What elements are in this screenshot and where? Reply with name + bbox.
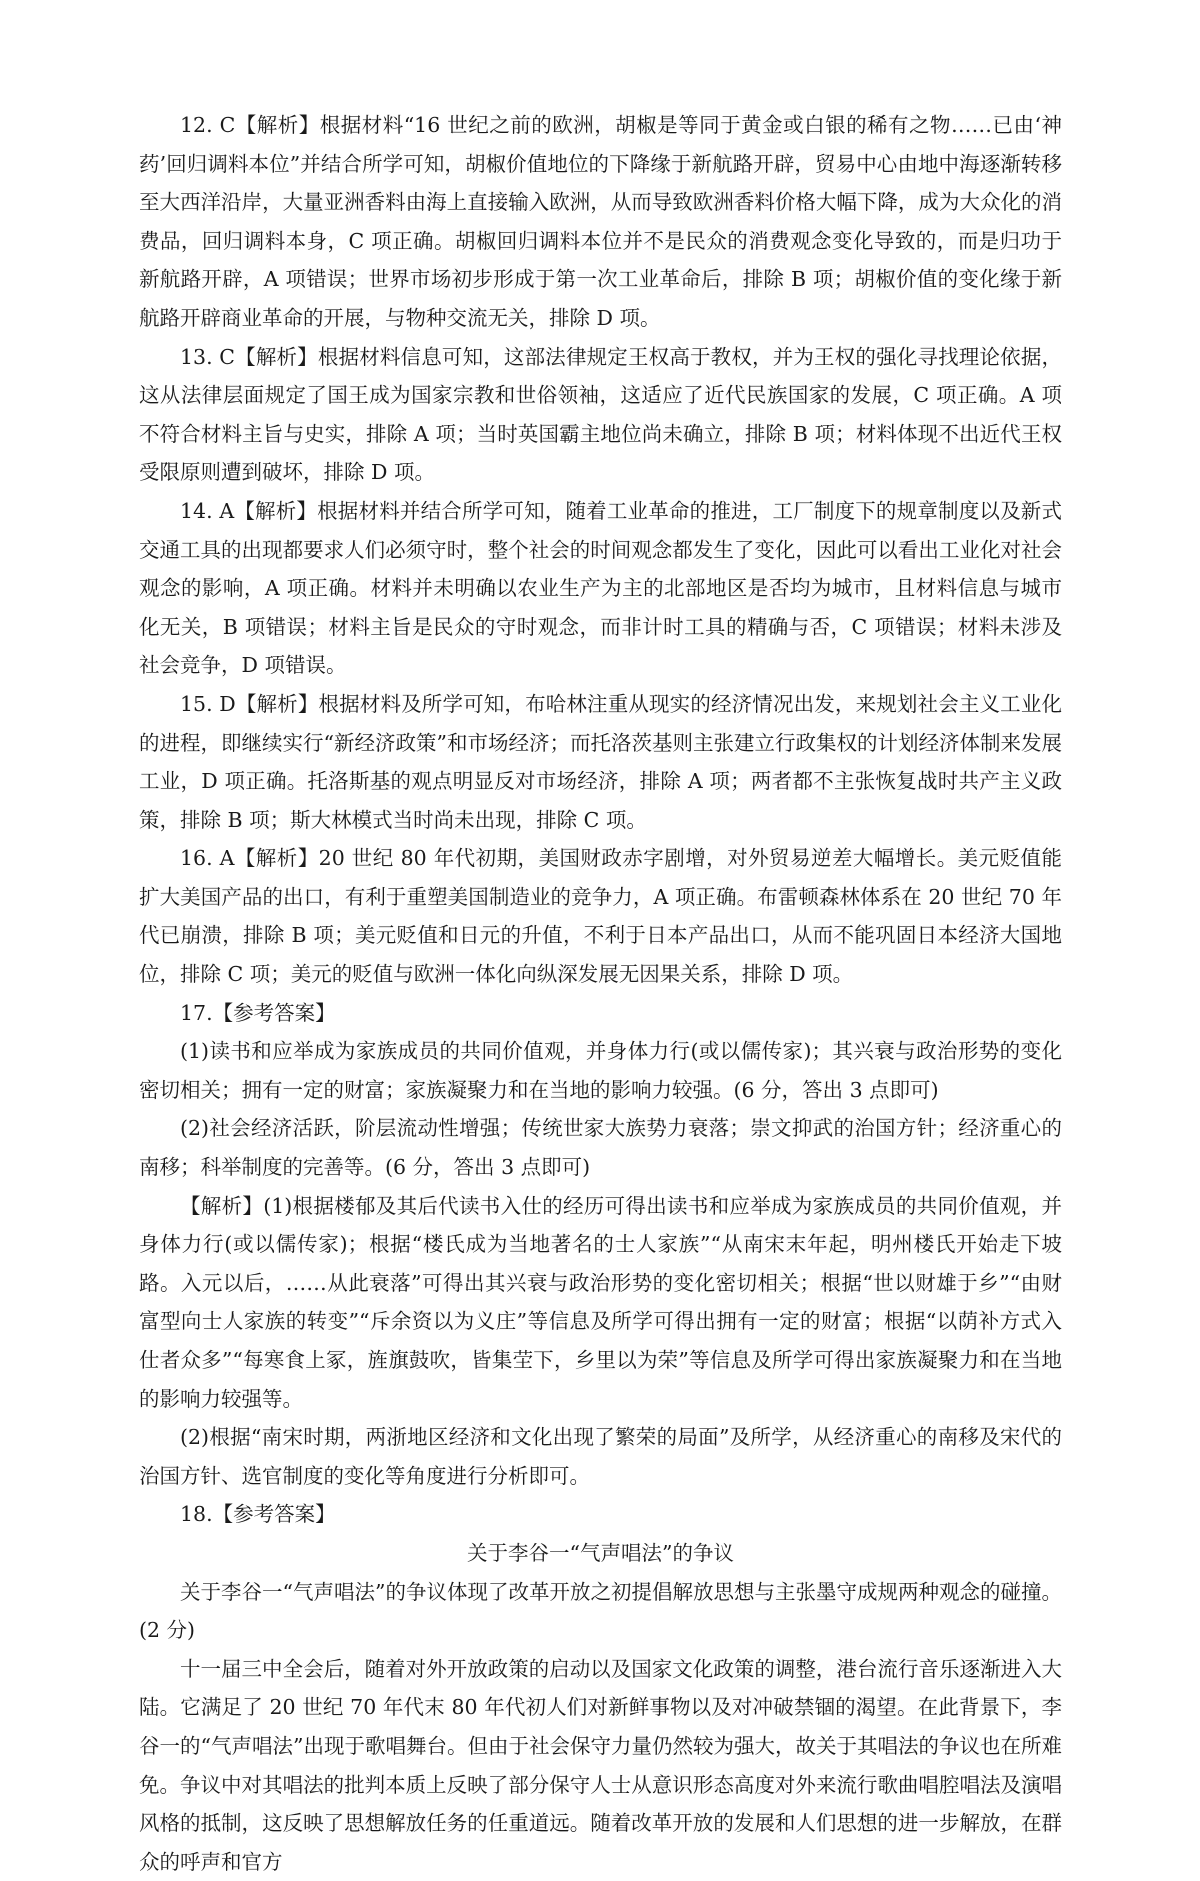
answer-15: 15. D【解析】根据材料及所学可知，布哈林注重从现实的经济情况出发，来规划社会主义工业化的进程，即继续实行“新经济政策”和市场经济；而托洛茨基则主张建立行政集权的计划经济体制来发展工业，D 项正确。托洛斯基的观点明显反对市场经济，排除 A 项；两者都不主张恢复战时共产主义政策，排除 B 项；斯大林模式当时尚未出现，排除 C 项。 (139, 691, 1062, 832)
answer-14: 14. A【解析】根据材料并结合所学可知，随着工业革命的推进，工厂制度下的规章制度以及新式交通工具的出现都要求人们必须守时，整个社会的时间观念都发生了变化，因此可以看出工业化对社会观念的影响，A 项正确。材料并未明确以农业生产为主的北部地区是否均为城市，且材料信息与城市化无关，B 项错误；材料主旨是民众的守时观念，而非计时工具的精确与否，C 项错误；材料未涉及社会竞争，D 项错误。 (139, 498, 1062, 678)
essay-paragraph-1: 关于李谷一“气声唱法”的争议体现了改革开放之初提倡解放思想与主张墨守成规两种观念的碰撞。(2 分) (139, 1579, 1062, 1643)
essay-paragraph-2: 十一届三中全会后，随着对外开放政策的启动以及国家文化政策的调整，港台流行音乐逐渐进入大陆。它满足了 20 世纪 70 年代末 80 年代初人们对新鲜事物以及对冲破禁锢的渴望。在此背景下，李谷一的“气声唱法”出现于歌唱舞台。但由于社会保守力量仍然较为强大，故关于其唱法的争议也在所难免。争议中对其唱法的批判本质上反映了部分保守人士从意识形态高度对外来流行歌曲唱腔唱法及演唱风格的抵制，这反映了思想解放任务的任重道远。随着改革开放的发展和人们思想的进一步解放，在群众的呼声和官方 (139, 1656, 1062, 1874)
answer-13: 13. C【解析】根据材料信息可知，这部法律规定王权高于教权，并为王权的强化寻找理论依据，这从法律层面规定了国王成为国家宗教和世俗领袖，这适应了近代民族国家的发展，C 项正确。A 项不符合材料主旨与史实，排除 A 项；当时英国霸主地位尚未确立，排除 B 项；材料体现不出近代王权受限原则遭到破坏，排除 D 项。 (139, 344, 1062, 485)
essay-title: 关于李谷一“气声唱法”的争议 (467, 1540, 734, 1565)
answer-12: 12. C【解析】根据材料“16 世纪之前的欧洲，胡椒是等同于黄金或白银的稀有之物……已由‘神药’回归调料本位”并结合所学可知，胡椒价值地位的下降缘于新航路开辟，贸易中心由地中海逐渐转移至大西洋沿岸，大量亚洲香料由海上直接输入欧洲，从而导致欧洲香料价格大幅下降，成为大众化的消费品，回归调料本身，C 项正确。胡椒回归调料本位并不是民众的消费观念变化导致的，而是归功于新航路开辟，A 项错误；世界市场初步形成于第一次工业革命后，排除 B 项；胡椒价值的变化缘于新航路开辟商业革命的开展，与物种交流无关，排除 D 项。 (139, 113, 1062, 330)
answer-17-heading: 17.【参考答案】 (180, 1000, 336, 1025)
answer-17-part1: (1)读书和应举成为家族成员的共同价值观，并身体力行(或以儒传家)；其兴衰与政治形势的变化密切相关；拥有一定的财富；家族凝聚力和在当地的影响力较强。(6 分，答出 3 点即可) (139, 1039, 1062, 1102)
answer-17-analysis1: 【解析】(1)根据楼郁及其后代读书入仕的经历可得出读书和应举成为家族成员的共同价值观，并身体力行(或以儒传家)；根据“楼氏成为当地著名的士人家族”“从南宋末年起，明州楼氏开始走下坡路。入元以后，……从此衰落”可得出其兴衰与政治形势的变化密切相关；根据“世以财雄于乡”“由财富型向士人家族的转变”“斥余资以为义庄”等信息及所学可得出拥有一定的财富；根据“以荫补方式入仕者众多”“每寒食上冢，旌旗鼓吹，皆集茔下，乡里以为荣”等信息及所学可得出家族凝聚力和在当地的影响力较强等。 (139, 1193, 1062, 1411)
answer-17-analysis2: (2)根据“南宋时期，两浙地区经济和文化出现了繁荣的局面”及所学，从经济重心的南移及宋代的治国方针、选官制度的变化等角度进行分析即可。 (139, 1425, 1062, 1488)
answer-18-heading: 18.【参考答案】 (180, 1502, 336, 1527)
answer-17-part2: (2)社会经济活跃，阶层流动性增强；传统世家大族势力衰落；崇文抑武的治国方针；经济重心的南移；科举制度的完善等。(6 分，答出 3 点即可) (139, 1116, 1062, 1180)
answer-16: 16. A【解析】20 世纪 80 年代初期，美国财政赤字剧增，对外贸易逆差大幅增长。美元贬值能扩大美国产品的出口，有利于重塑美国制造业的竞争力，A 项正确。布雷顿森林体系在 20 世纪 70 年代已崩溃，排除 B 项；美元贬值和日元的升值，不利于日本产品出口，从而不能巩固日本经济大国地位，排除 C 项；美元的贬值与欧洲一体化向纵深发展无因果关系，排除 D 项。 (139, 846, 1062, 987)
